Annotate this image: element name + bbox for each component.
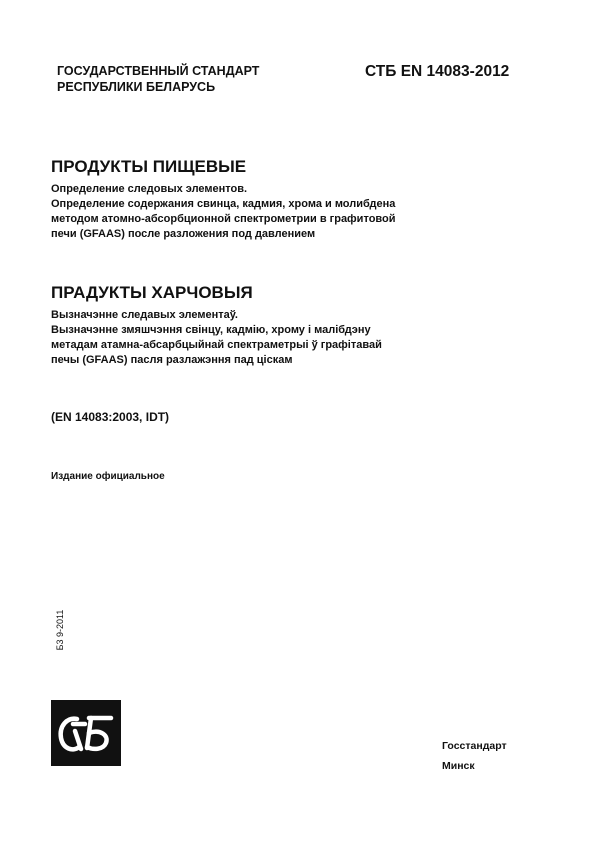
russian-subtitle-line: методом атомно-абсорбционной спектрометрии в графитовой: [51, 213, 396, 225]
russian-subtitle: [51, 182, 396, 242]
edition-label: Издание официальное: [51, 471, 165, 482]
russian-subtitle-line: Определение содержания свинца, кадмия, хрома и молибдена: [51, 198, 396, 210]
belarusian-title: ПРАДУКТЫ ХАРЧОВЫЯ: [51, 283, 253, 302]
standard-org-line1: ГОСУДАРСТВЕННЫЙ СТАНДАРТ: [57, 64, 260, 78]
belarusian-subtitle-line: печы (GFAAS) пасля разлажэння пад ціскам: [51, 354, 293, 366]
equivalence-note: (EN 14083:2003, IDT): [51, 410, 170, 424]
catalog-code: Б3 9-2011: [55, 609, 65, 651]
belarusian-subtitle-line: Вызначэнне следавых элементаў.: [51, 309, 238, 321]
belarusian-subtitle: [51, 308, 382, 368]
belarusian-subtitle-line: Вызначэнне змяшчэння свінцу, кадмію, хрому і малібдэну: [51, 324, 371, 336]
russian-subtitle-line: Определение следовых элементов.: [51, 183, 248, 195]
standard-org-line2: РЕСПУБЛИКИ БЕЛАРУСЬ: [57, 80, 216, 94]
stb-logo: [51, 700, 121, 771]
stb-logo-icon: [51, 700, 121, 766]
standard-org: [57, 63, 259, 95]
publisher-city: Минск: [442, 760, 475, 772]
standard-designation: СТБ EN 14083-2012: [365, 63, 510, 80]
russian-subtitle-line: печи (GFAAS) после разложения под давлением: [51, 228, 316, 240]
publisher-name: Госстандарт: [442, 740, 507, 752]
russian-title: ПРОДУКТЫ ПИЩЕВЫЕ: [51, 157, 247, 176]
belarusian-subtitle-line: метадам атамна-абсарбцыйнай спектраметрыі ў графітавай: [51, 339, 382, 351]
